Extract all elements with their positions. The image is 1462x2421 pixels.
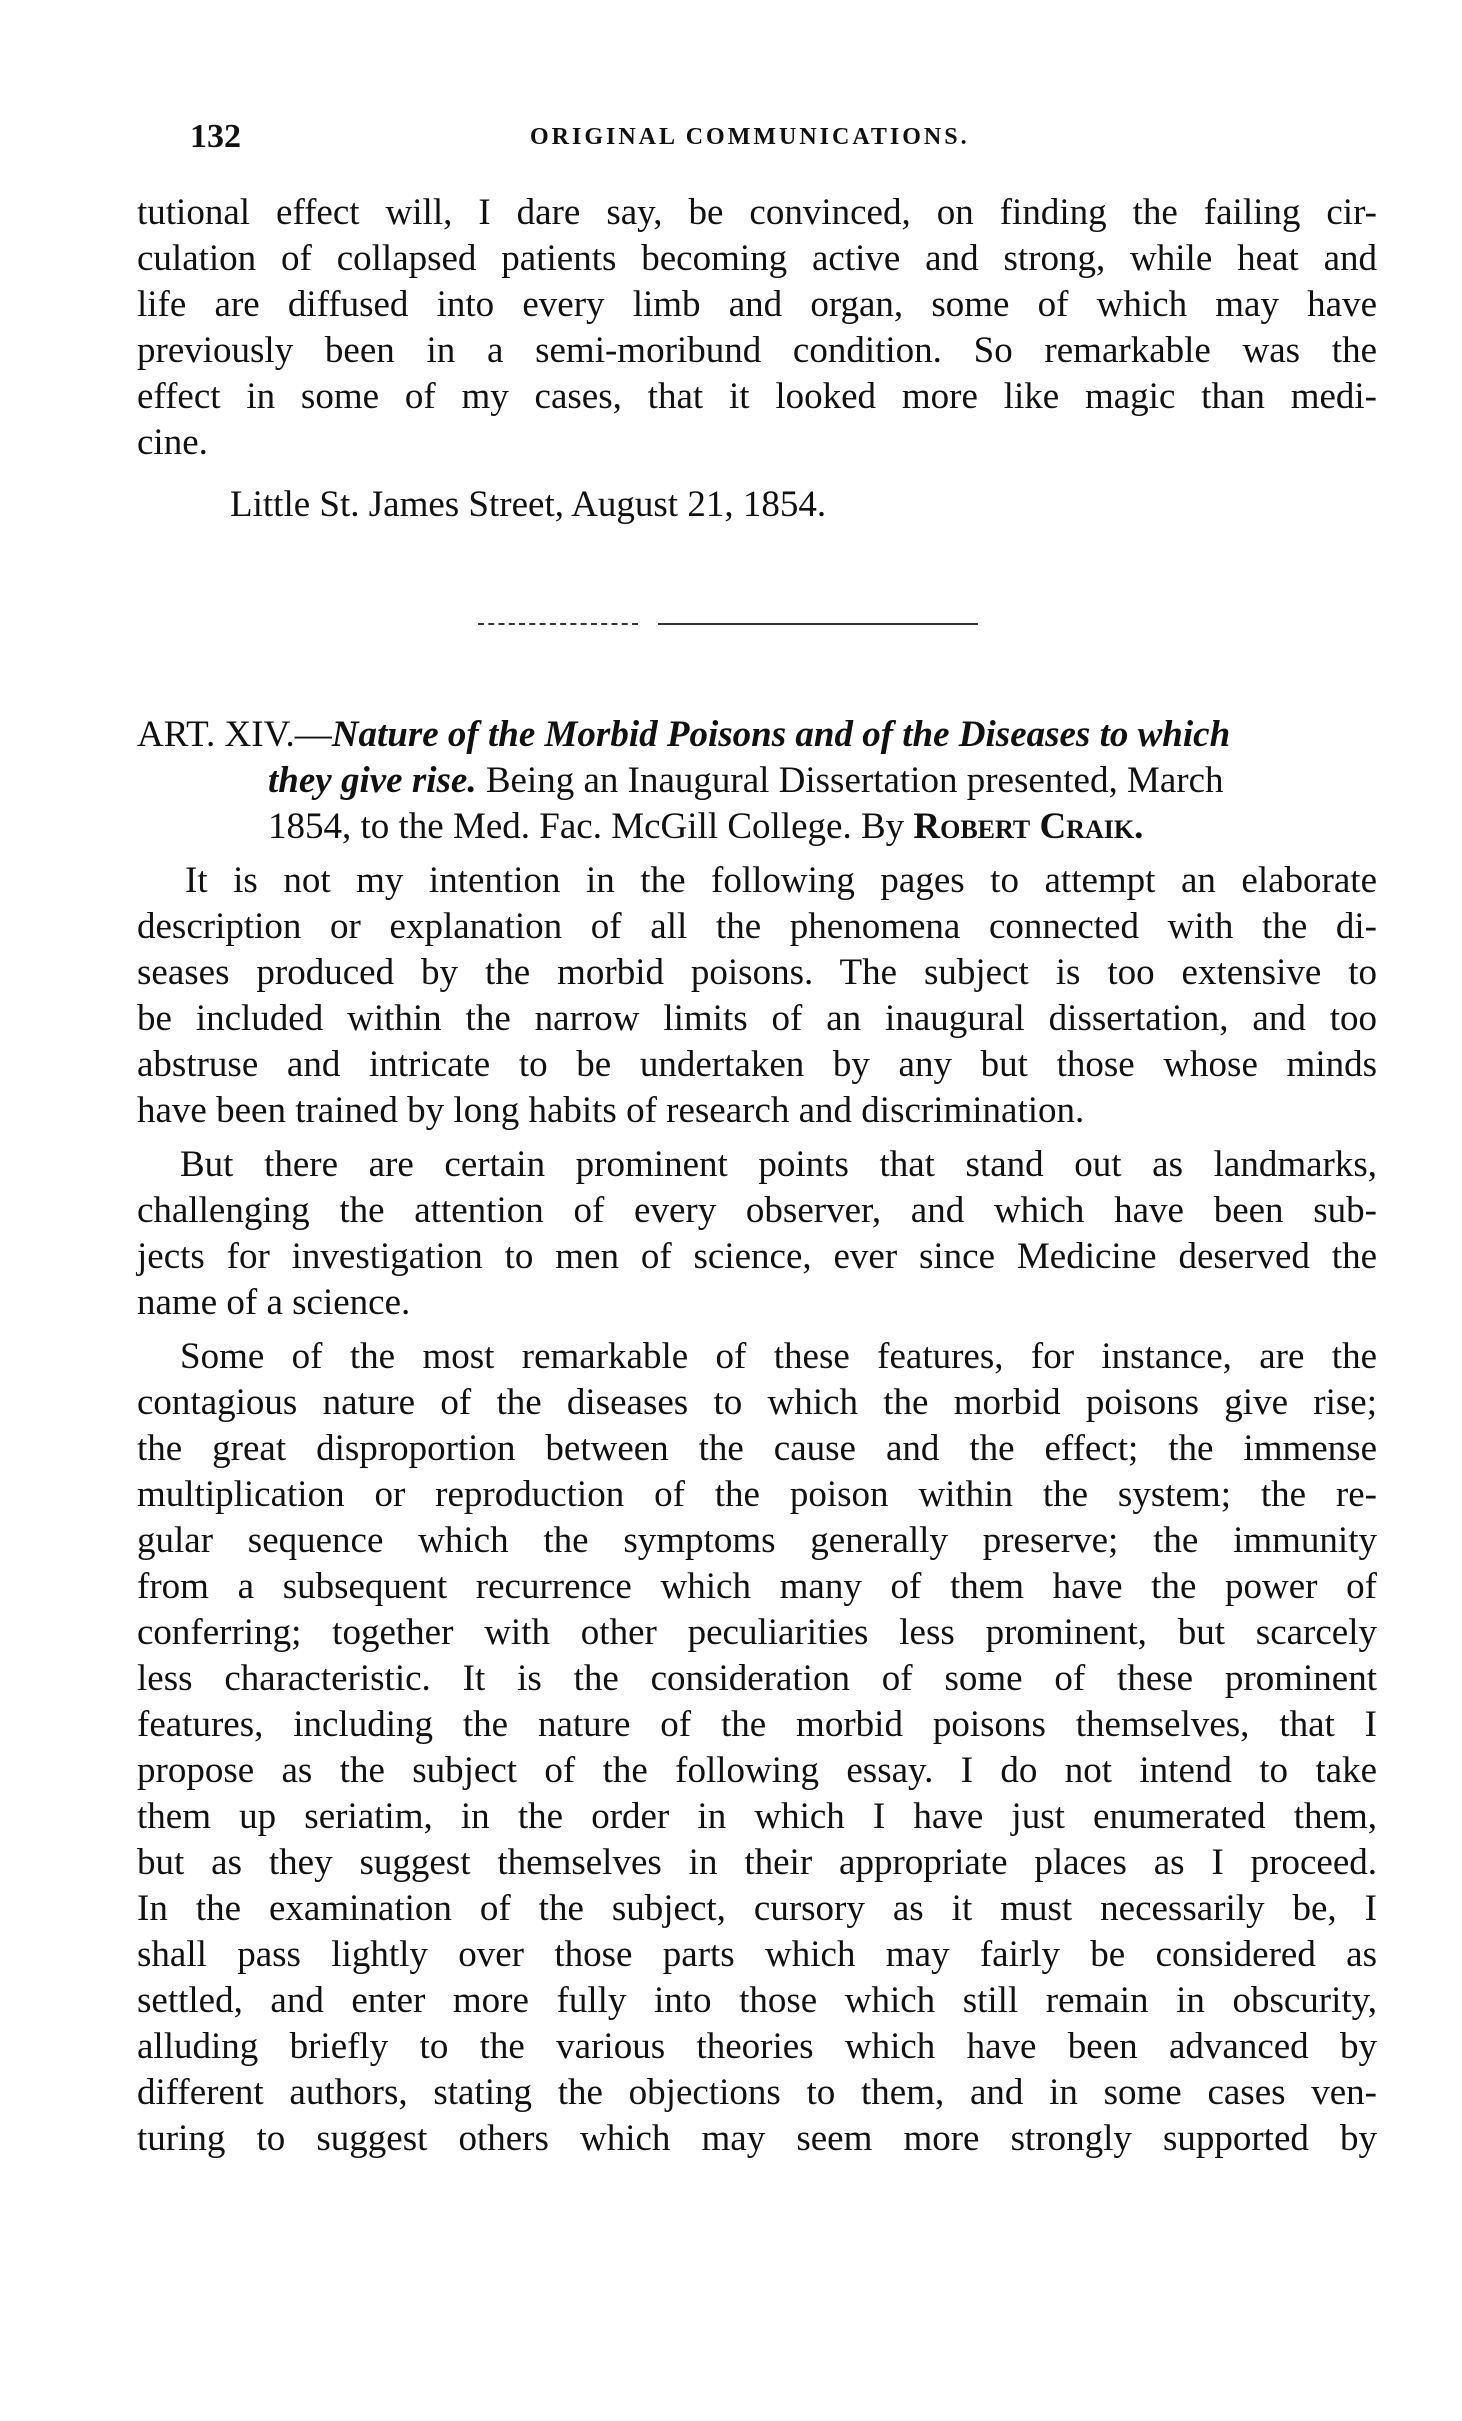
section-divider (478, 623, 978, 627)
divider-dashed-segment (478, 623, 638, 625)
text-line: tutional effect will, I dare say, be convinced, on finding the failing cir- (137, 192, 1377, 233)
text-line: have been trained by long habits of research and discrimination. (137, 1090, 1085, 1131)
text-line: them up seriatim, in the order in which I have just enumerated them, (137, 1796, 1377, 1837)
text-line: settled, and enter more fully into those which still remain in obscurity, (137, 1980, 1377, 2021)
article-label: ART. XIV.— (137, 714, 332, 755)
text-line: different authors, stating the objections to them, and in some cases ven- (137, 2072, 1377, 2113)
text-line: life are diffused into every limb and organ, some of which may have (137, 284, 1377, 325)
article-heading-line-1 (137, 712, 1230, 758)
text-line: abstruse and intricate to be undertaken by any but those whose minds (137, 1044, 1377, 1085)
article-subtitle: Being an Inaugural Dissertation presented, March (476, 760, 1224, 801)
article-heading-line-2 (268, 758, 1224, 804)
text-line: propose as the subject of the following essay. I do not intend to take (137, 1750, 1377, 1791)
text-line: Some of the most remarkable of these features, for instance, are the (180, 1336, 1377, 1377)
text-line: previously been in a semi-moribund condition. So remarkable was the (137, 330, 1377, 371)
text-line: culation of collapsed patients becoming active and strong, while heat and (137, 238, 1377, 279)
text-line: the great disproportion between the cause and the effect; the immense (137, 1428, 1377, 1469)
text-line: from a subsequent recurrence which many of them have the power of (137, 1566, 1377, 1607)
text-line: In the examination of the subject, cursory as it must necessarily be, I (137, 1888, 1377, 1929)
text-line: seases produced by the morbid poisons. The subject is too extensive to (137, 952, 1377, 993)
running-head (190, 118, 1370, 158)
article-title-part-1: Nature of the Morbid Poisons and of the Diseases to which (331, 714, 1231, 755)
text-line: conferring; together with other peculiarities less prominent, but scarcely (137, 1612, 1377, 1653)
text-line: description or explanation of all the phenomena connected with the di- (137, 906, 1377, 947)
text-line: be included within the narrow limits of an inaugural dissertation, and too (137, 998, 1377, 1039)
text-line: contagious nature of the diseases to which the morbid poisons give rise; (137, 1382, 1377, 1423)
text-line: gular sequence which the symptoms generally preserve; the immunity (137, 1520, 1377, 1561)
text-line: challenging the attention of every observer, and which have been sub- (137, 1190, 1377, 1231)
text-line: name of a science. (137, 1282, 411, 1323)
article-heading-line-3 (268, 804, 1143, 850)
text-line: But there are certain prominent points that stand out as landmarks, (180, 1144, 1377, 1185)
text-line: cine. (137, 422, 208, 463)
page-number: 132 (190, 118, 241, 155)
text-line: multiplication or reproduction of the poison within the system; the re- (137, 1474, 1377, 1515)
text-line: less characteristic. It is the consideration of some of these prominent (137, 1658, 1377, 1699)
text-line: alluding briefly to the various theories which have been advanced by (137, 2026, 1377, 2067)
signoff: Little St. James Street, August 21, 1854. (230, 484, 827, 525)
article-byline: 1854, to the Med. Fac. McGill College. By (268, 806, 914, 847)
article-title-part-2: they give rise. (268, 760, 477, 801)
divider-solid-segment (658, 623, 978, 625)
text-line: shall pass lightly over those parts which may fairly be considered as (137, 1934, 1377, 1975)
running-title: ORIGINAL COMMUNICATIONS. (530, 124, 970, 150)
article-author: Robert Craik. (913, 806, 1144, 847)
text-line: jects for investigation to men of science, ever since Medicine deserved the (137, 1236, 1377, 1277)
text-line: but as they suggest themselves in their appropriate places as I proceed. (137, 1842, 1377, 1883)
text-line: effect in some of my cases, that it looked more like magic than medi- (137, 376, 1377, 417)
text-line: It is not my intention in the following pages to attempt an elaborate (185, 860, 1377, 901)
text-line: turing to suggest others which may seem more strongly supported by (137, 2118, 1377, 2159)
text-line: features, including the nature of the morbid poisons themselves, that I (137, 1704, 1377, 1745)
